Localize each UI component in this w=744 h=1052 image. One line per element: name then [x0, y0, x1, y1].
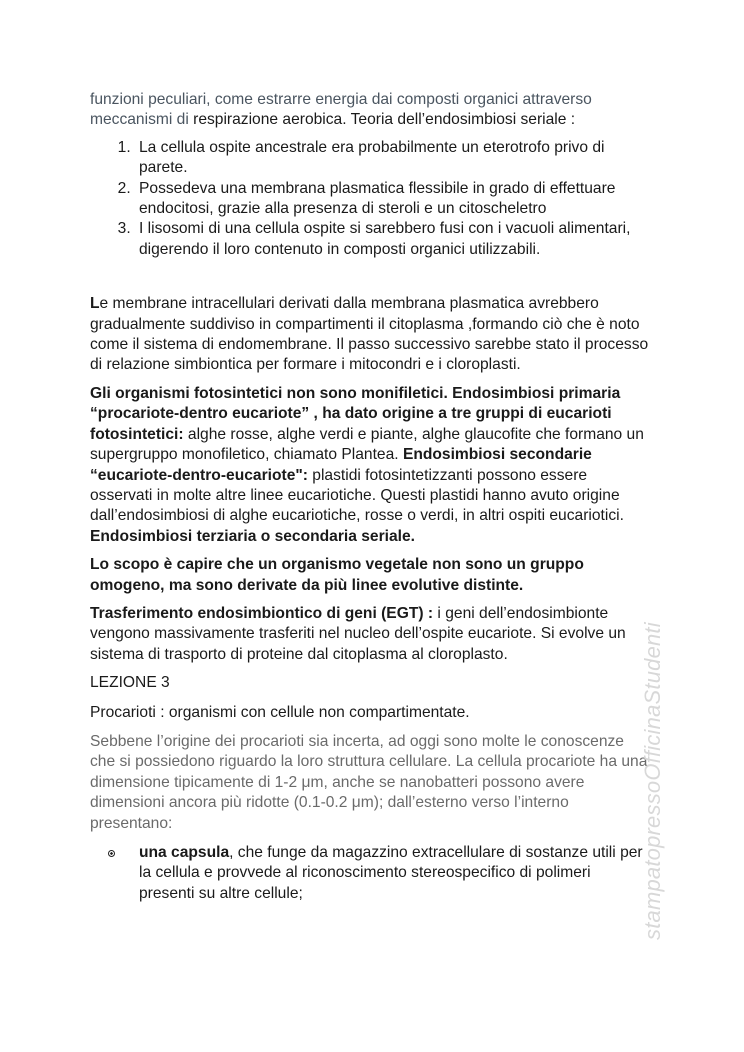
photosynthetic-text-1: alghe rosse, alghe verdi e piante, alghe glaucofite che formano un supergruppo monofiletico, chiamato Plantea.	[90, 425, 644, 464]
intro-paragraph	[90, 90, 650, 131]
list-item: 3. I lisosomi di una cellula ospite si sarebbero fusi con i vacuoli alimentari, digerendo il loro contenuto in composti organici utilizzabili.	[135, 219, 650, 260]
cell-structures-list	[90, 843, 650, 904]
photosynthetic-bold-1: Gli organismi fotosintetici non sono monifiletici. Endosimbiosi primaria “procariote-dentro eucariote” , ha dato origine a tre gruppi di eucarioti fotosintetici:	[90, 384, 621, 443]
list-item: 2. Possedeva una membrana plasmatica flessibile in grado di effettuare endocitosi, grazie alla presenza di steroli e un citoscheletro	[135, 179, 650, 220]
egt-paragraph	[90, 604, 650, 665]
document-page	[90, 90, 650, 904]
membranes-paragraph	[90, 294, 650, 376]
photosynthetic-bold-2: Endosimbiosi secondarie “eucariote-dentro-eucariote":	[90, 446, 592, 484]
intro-gray-text: funzioni peculiari, come estrarre energia dai composti organici attraverso meccanismi di	[90, 91, 592, 129]
drop-initial: L	[90, 295, 100, 313]
intro-dark-text: respirazione aerobica. Teoria dell’endosimbiosi seriale :	[188, 111, 576, 129]
photosynthetic-paragraph	[90, 384, 650, 547]
goal-text: Lo scopo è capire che un organismo vegetale non sono un gruppo omogeno, ma sono derivate da più linee evolutive distinte.	[90, 556, 584, 594]
bullet-icon	[108, 850, 115, 857]
membranes-text: e membrane intracellulari derivati dalla membrana plasmatica avrebbero gradualmente suddiviso in compartimenti il citoplasma ,formando ciò che è noto come il sistema di endomembrane. Il passo successivo sarebbe stato il processo di relazione simbiontica per formare i mitocondri e i cloroplasti.	[90, 295, 649, 374]
list-item: 1. La cellula ospite ancestrale era probabilmente un eterotrofo privo di parete.	[135, 138, 650, 179]
structure-term: una capsula	[139, 844, 230, 861]
egt-text: i geni dell’endosimbionte vengono massivamente trasferiti nel nucleo dell’ospite eucariote. Si evolve un sistema di trasporto di proteine dal citoplasma al cloroplasto.	[90, 604, 626, 663]
goal-paragraph	[90, 555, 650, 596]
endosymbiosis-theory-list	[90, 138, 650, 260]
watermark-text: stampatopressoOfficinaStudenti	[640, 622, 665, 940]
prokaryotes-paragraph: Sebbene l’origine dei procarioti sia incerta, ad oggi sono molte le conoscenze che si possiedono riguardo la loro struttura cellulare. La cellula procariote ha una dimensione tipicamente di 1-2 μm, anche se nanobatteri possono avere dimensioni ancora più ridotte (0.1-0.2 μm); dall’esterno verso l’interno presentano:	[90, 732, 648, 832]
list-item	[135, 843, 650, 904]
prokaryotes-definition: Procarioti : organismi con cellule non compartimentate.	[90, 703, 470, 721]
photosynthetic-text-2: plastidi fotosintetizzanti possono essere osservati in molte altre linee eucariotiche. Questi plastidi hanno avuto origine dall’endosimbiosi di alghe eucariotiche, rosse o verdi, in altri ospiti eucariotici.	[90, 466, 624, 525]
egt-bold: Trasferimento endosimbiontico di geni (EGT) :	[90, 604, 434, 622]
photosynthetic-bold-3: Endosimbiosi terziaria o secondaria seriale.	[90, 527, 415, 545]
structure-text: , che funge da magazzino extracellulare di sostanze utili per la cellula e provvede al riconoscimento stereospecifico di polimeri presenti su altre cellule;	[139, 844, 643, 902]
lesson-title: LEZIONE 3	[90, 674, 170, 692]
